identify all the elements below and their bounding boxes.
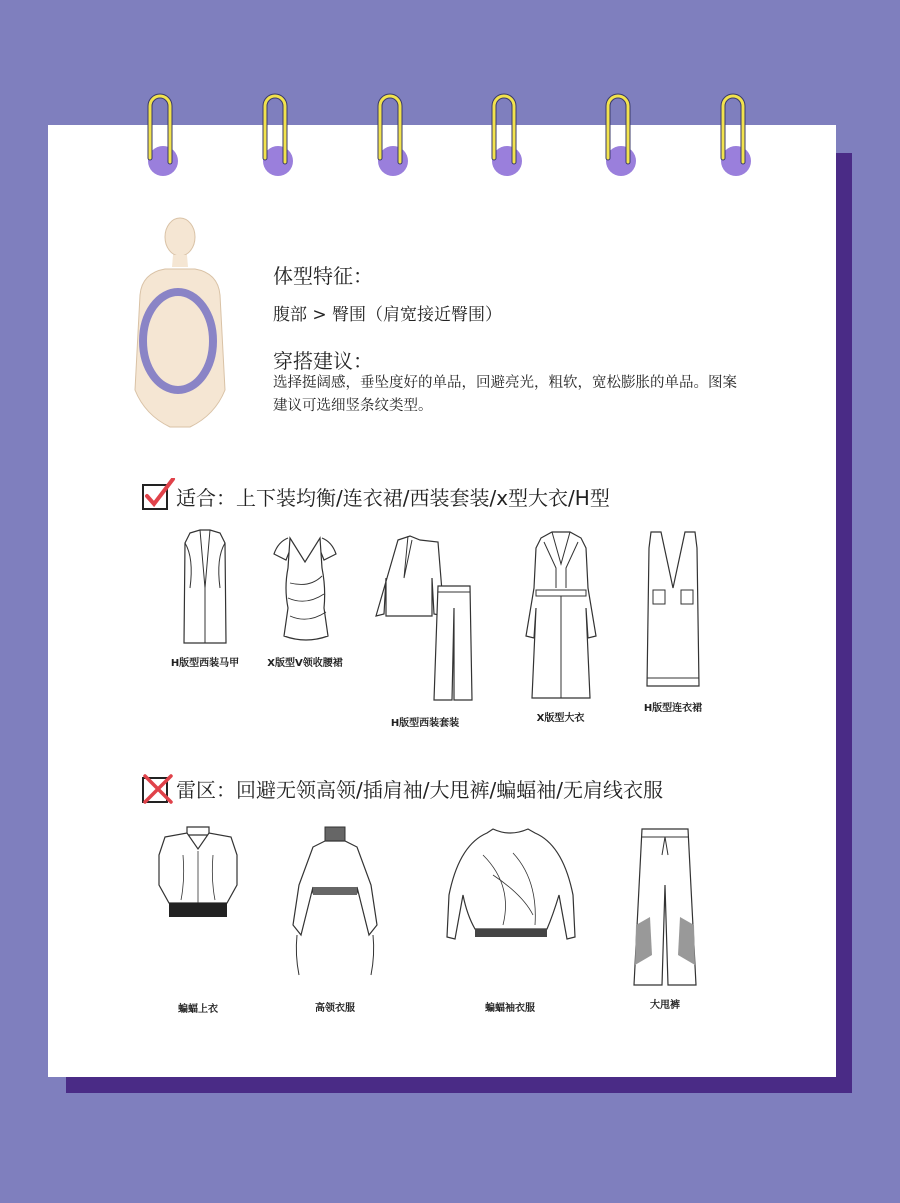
binder-ring-icon <box>713 88 753 188</box>
garment-item <box>280 825 390 1014</box>
garment-caption: 高领衣服 <box>315 1003 355 1014</box>
garment-item <box>615 825 715 1011</box>
body-trait-text: 腹部 > 臀围（肩宽接近臀围） <box>273 305 503 325</box>
binder-ring-icon <box>140 88 180 188</box>
garment-caption: X版型大衣 <box>536 713 585 724</box>
avoid-heading-text: 雷区：回避无领高领/插肩袖/大甩裤/蝙蝠袖/无肩线衣服 <box>176 778 663 802</box>
suitable-heading-text: 适合：上下装均衡/连衣裙/西装套装/x型大衣/H型 <box>176 486 610 510</box>
checkmark-icon <box>142 484 168 510</box>
garment-caption: H版型西装套装 <box>390 718 460 729</box>
garment-item <box>628 528 718 714</box>
turtleneck-top-sketch <box>285 825 385 985</box>
binder-ring-icon <box>484 88 524 188</box>
garment-item <box>155 528 255 669</box>
suit-set-sketch <box>370 528 480 708</box>
styling-advice-text: 选择挺阔感，垂坠度好的单品，回避亮光，粗软，宽松膨胀的单品。图案建议可选细竖条纹类型。 <box>273 375 737 414</box>
garment-caption: X版型V领收腰裙 <box>267 658 343 669</box>
garment-caption: 大甩裤 <box>650 1000 680 1011</box>
garment-caption: H版型西装马甲 <box>170 658 240 669</box>
coat-sketch <box>516 528 606 703</box>
binder-ring-icon <box>598 88 638 188</box>
garment-item <box>370 528 480 729</box>
garment-caption: 蝙蝠上衣 <box>178 1004 218 1015</box>
cross-mark-icon <box>142 776 168 802</box>
garment-item <box>255 528 355 669</box>
suitable-heading <box>142 482 610 511</box>
garment-item <box>508 528 613 724</box>
batwing-top-sketch <box>153 825 243 930</box>
vest-sketch <box>170 528 240 648</box>
body-shape-figure <box>130 215 230 430</box>
avoid-heading <box>142 774 663 803</box>
batwing-sleeve-top-sketch <box>443 825 578 945</box>
dress-sketch <box>270 528 340 648</box>
garment-caption: H版型连衣裙 <box>643 703 703 714</box>
body-trait-title: 体型特征： <box>273 264 373 288</box>
wide-leg-pants-sketch <box>630 825 700 990</box>
garment-item <box>148 825 248 1015</box>
garment-caption: 蝙蝠袖衣服 <box>485 1003 535 1014</box>
pinafore-dress-sketch <box>641 528 705 693</box>
garment-item <box>440 825 580 1014</box>
styling-advice-title: 穿搭建议： <box>273 349 373 373</box>
binder-ring-icon <box>370 88 410 188</box>
binder-ring-icon <box>255 88 295 188</box>
